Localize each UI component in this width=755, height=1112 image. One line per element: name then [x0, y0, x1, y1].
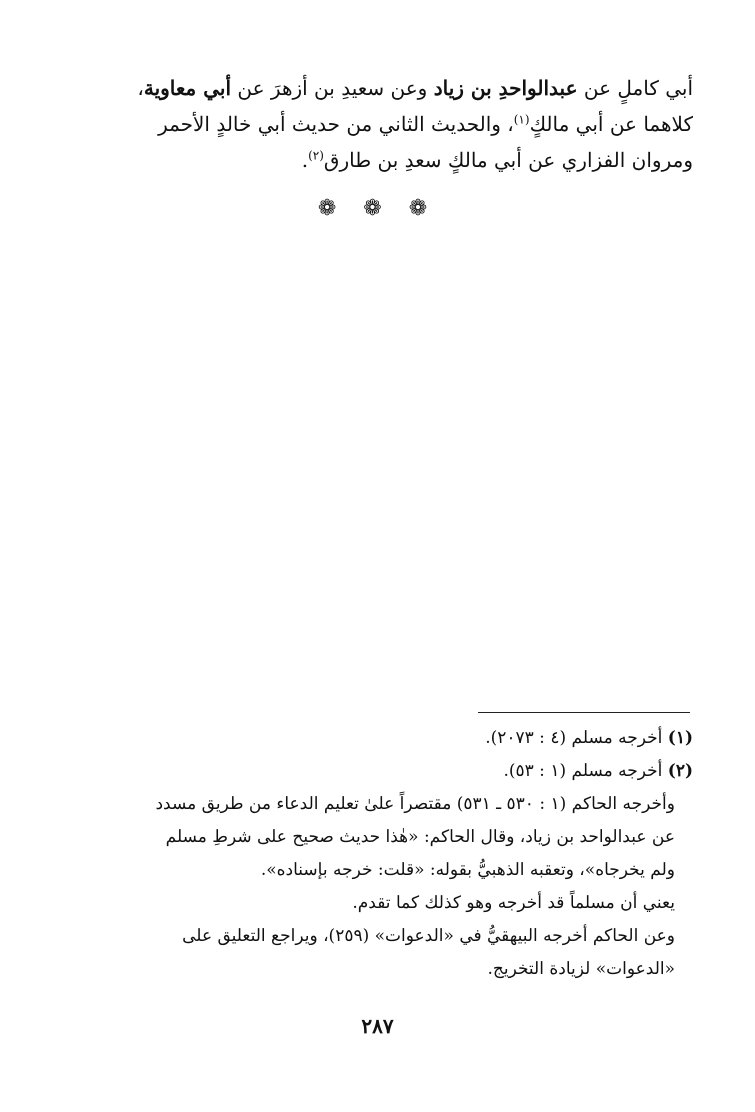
footnote-2-paragraph-line: وأخرجه الحاكم (١ : ٥٣٠ ـ ٥٣١) مقتصراً علىٰ تعليم الدعاء من طريق مسدد — [155, 794, 675, 814]
section-divider-ornament: ❁ ❁ ❁ — [317, 196, 438, 221]
text-segment: كلاهما عن أبي مالكٍ — [529, 112, 693, 136]
footnote-2 — [96, 755, 693, 788]
footnote-2-paragraph-line: عن عبدالواحد بن زياد، وقال الحاكم: «هٰذا حديث صحيح على شرطِ مسلم — [165, 827, 675, 847]
text-segment: ، والحديث الثاني من حديث أبي خالدٍ الأحمر — [158, 112, 514, 136]
text-segment: أبي كاملٍ عن — [577, 76, 693, 100]
text-segment: . — [301, 148, 309, 172]
footnote-text: أخرجه مسلم (٤ : ٢٠٧٣). — [485, 728, 668, 748]
text-segment: ومروان الفزاري عن أبي مالكٍ سعدِ بن طارق — [323, 148, 693, 172]
footnote-ref-1[interactable]: (١) — [513, 112, 530, 127]
main-line-3 — [60, 142, 693, 178]
bold-name: عبدالواحدِ بن زياد — [433, 76, 578, 100]
bold-name: أبي معاوية — [143, 76, 232, 100]
footnote-1 — [96, 722, 693, 755]
footnote-2-paragraph-line: وعن الحاكم أخرجه البيهقيُّ في «الدعوات» (٢٥٩)، ويراجع التعليق على — [182, 926, 675, 946]
footnote-2-paragraph-line: يعني أن مسلماً قد أخرجه وهو كذلك كما تقدم. — [352, 893, 675, 913]
main-text — [60, 70, 693, 178]
footnotes — [96, 722, 693, 986]
footnote-2-paragraph-line: ولم يخرجاه»، وتعقبه الذهبيُّ بقوله: «قلت: خرجه بإسناده». — [260, 860, 675, 880]
footnote-rule — [478, 712, 690, 713]
main-line-1 — [60, 70, 693, 106]
footnote-number: (٢) — [667, 761, 693, 781]
footnote-ref-2[interactable]: (٢) — [308, 148, 324, 163]
footnote-number: (١) — [667, 728, 693, 748]
text-segment: وعن سعيدِ بن أزهرَ عن — [231, 76, 434, 100]
footnote-2-paragraph-line: «الدعوات» لزيادة التخريج. — [487, 959, 675, 979]
main-line-2 — [60, 106, 693, 142]
footnote-text: أخرجه مسلم (١ : ٥٣). — [503, 761, 668, 781]
text-segment: ، — [137, 76, 144, 100]
page-number: ٢٨٧ — [361, 1014, 394, 1038]
